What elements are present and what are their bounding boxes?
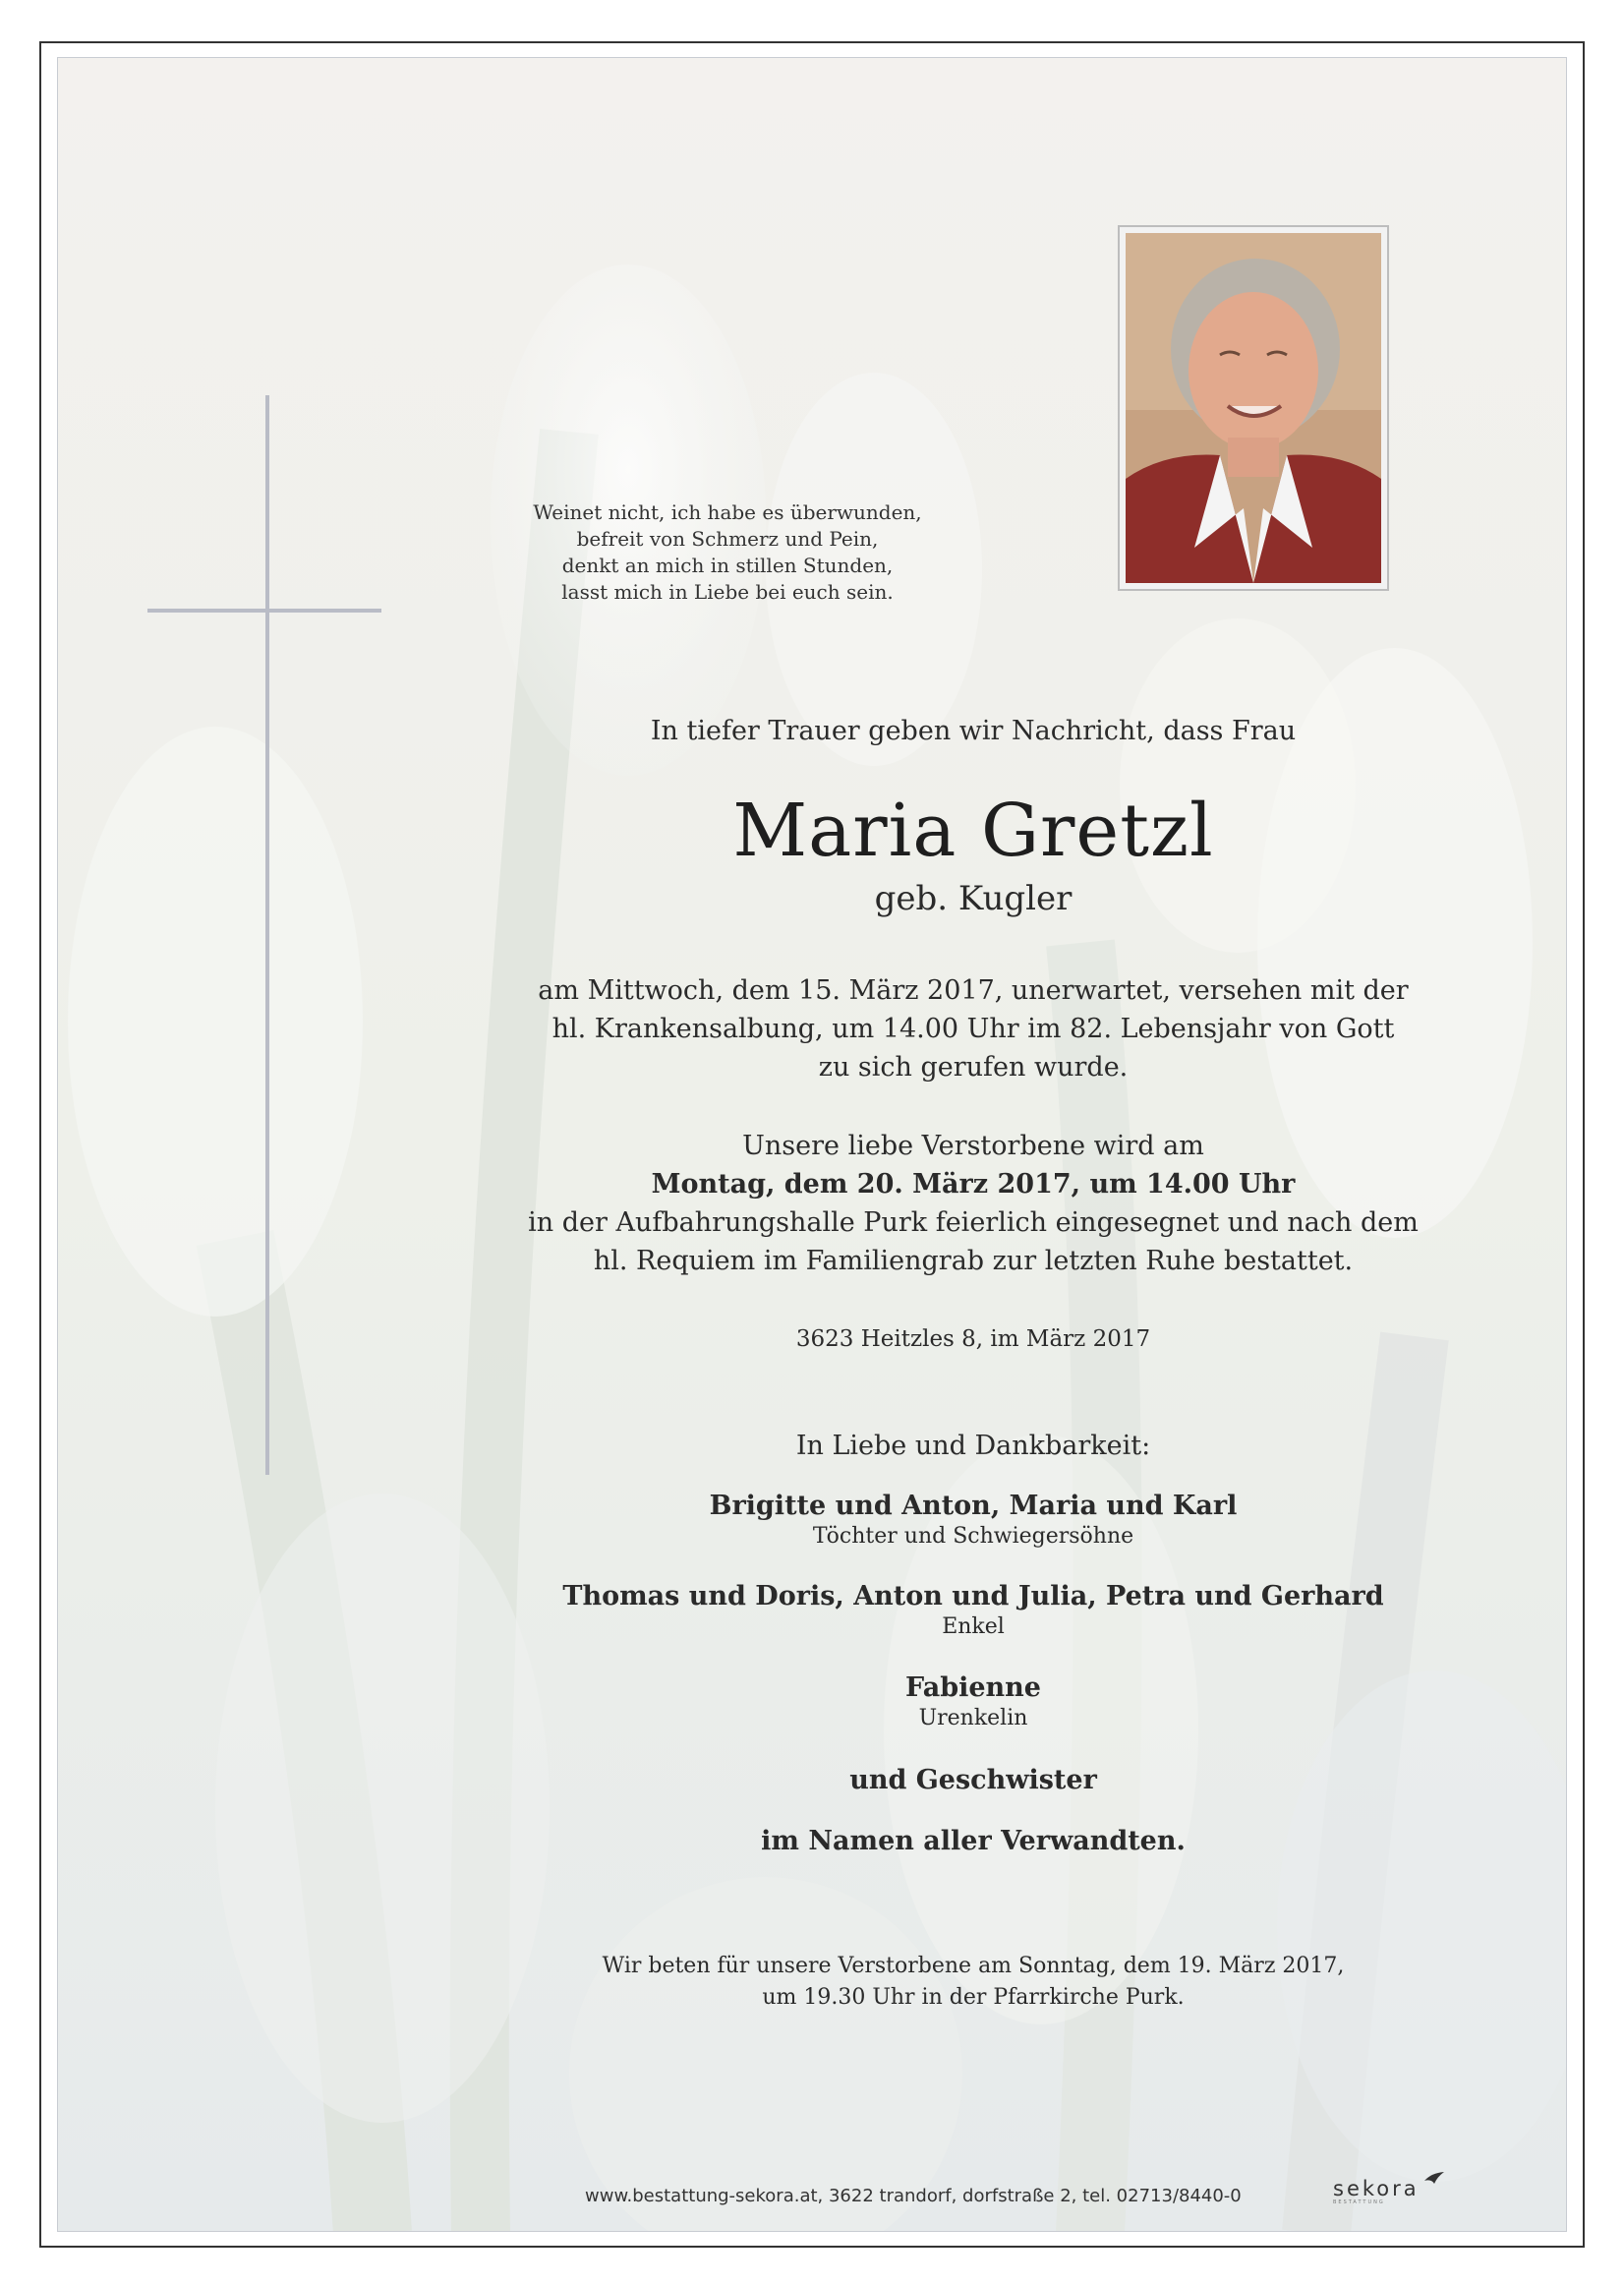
funeral-line: hl. Requiem im Familiengrab zur letzten Ruhe bestattet.: [593, 1246, 1354, 1276]
sekora-logo: [1333, 2177, 1420, 2205]
cross-vertical-bar: [265, 395, 269, 1475]
footer-contact: www.bestattung-sekora.at, 3622 trandorf, dorfstraße 2, tel. 02713/8440-0: [585, 2186, 1242, 2206]
death-line: hl. Krankensalbung, um 14.00 Uhr im 82. Lebensjahr von Gott: [551, 1014, 1395, 1044]
mourner-group: [413, 1671, 1534, 1732]
portrait-photo: [1118, 225, 1389, 591]
notice-intro: In tiefer Trauer geben wir Nachricht, dass Frau: [650, 716, 1297, 746]
mourner-names: Fabienne: [905, 1672, 1041, 1703]
death-line: zu sich gerufen wurde.: [818, 1052, 1129, 1083]
mourner-names: Thomas und Doris, Anton und Julia, Petra und Gerhard: [562, 1581, 1384, 1611]
funeral-line: Unsere liebe Verstorbene wird am: [742, 1131, 1204, 1161]
mass-line: Wir beten für unsere Verstorbene am Sonntag, dem 19. März 2017,: [602, 1954, 1345, 1978]
cross-horizontal-bar: [147, 609, 381, 613]
mourner-role: Urenkelin: [918, 1706, 1028, 1730]
place-date: 3623 Heitzles 8, im März 2017: [795, 1326, 1151, 1352]
poem: [492, 499, 963, 606]
poem-line: Weinet nicht, ich habe es überwunden,: [533, 500, 922, 524]
funeral-paragraph: [413, 1127, 1534, 1280]
mass-notice: [413, 1951, 1534, 2014]
funeral-line: in der Aufbahrungshalle Purk feierlich eingesegnet und nach dem: [528, 1207, 1419, 1238]
funeral-date: Montag, dem 20. März 2017, um 14.00 Uhr: [651, 1169, 1296, 1200]
mourner-role: Töchter und Schwiegersöhne: [812, 1524, 1134, 1549]
poem-line: denkt an mich in stillen Stunden,: [561, 554, 894, 577]
death-line: am Mittwoch, dem 15. März 2017, unerwartet, versehen mit der: [538, 975, 1409, 1006]
logo-subtext: BESTATTUNG: [1333, 2199, 1385, 2205]
mourners-heading: In Liebe und Dankbarkeit:: [795, 1431, 1151, 1461]
mourner-group: [413, 1580, 1534, 1641]
maiden-name: geb. Kugler: [874, 879, 1073, 918]
relatives-line: im Namen aller Verwandten.: [761, 1826, 1186, 1856]
mourner-role: Enkel: [942, 1614, 1005, 1639]
poem-line: lasst mich in Liebe bei euch sein.: [561, 580, 894, 604]
death-paragraph: [413, 971, 1534, 1086]
mourner-names: Brigitte und Anton, Maria und Karl: [709, 1491, 1238, 1521]
siblings-line: und Geschwister: [849, 1765, 1097, 1795]
bird-icon: [1423, 2171, 1445, 2185]
logo-text: sekora: [1333, 2177, 1420, 2200]
portrait-image: [1126, 233, 1381, 583]
mourner-group: [413, 1490, 1534, 1551]
deceased-name: Maria Gretzl: [732, 789, 1214, 873]
poem-line: befreit von Schmerz und Pein,: [576, 527, 879, 551]
mass-line: um 19.30 Uhr in der Pfarrkirche Purk.: [762, 1985, 1185, 2010]
